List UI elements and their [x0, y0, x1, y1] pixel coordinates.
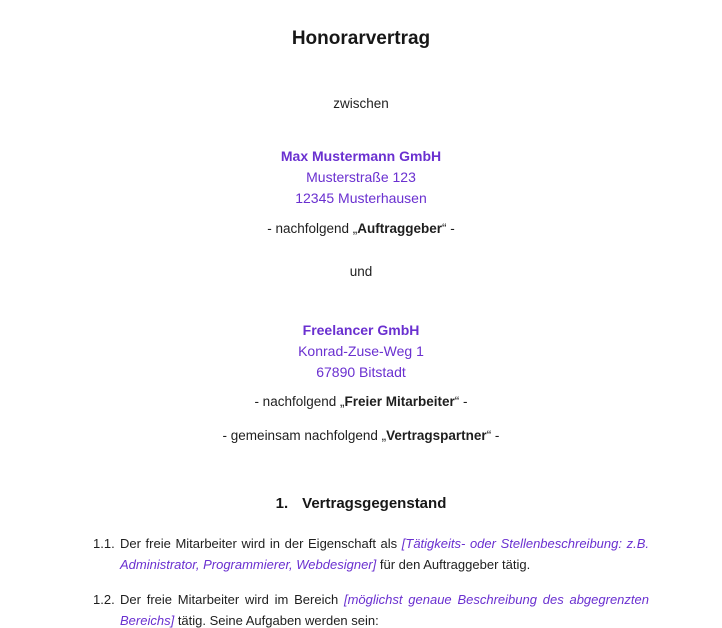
- party1-designation-term: Auftraggeber: [357, 221, 443, 236]
- joint-designation-line: [0, 427, 722, 444]
- joint-designation-term: Vertragspartner: [386, 428, 487, 443]
- party2-address-block: [0, 320, 722, 383]
- clause-1-1-text-after: für den Auftraggeber tätig.: [376, 557, 531, 572]
- party2-designation-line: [0, 393, 722, 410]
- clause-1-2-number: 1.2.: [93, 592, 115, 607]
- clause-1-2-text-after: tätig. Seine Aufgaben werden sein:: [174, 613, 379, 628]
- clause-1-1-number: 1.1.: [93, 536, 115, 551]
- party2-designation-suffix: “ -: [454, 394, 468, 409]
- party1-name: Max Mustermann GmbH: [280, 148, 442, 164]
- section1-number: 1.: [275, 495, 289, 512]
- section1-heading: [0, 494, 722, 513]
- party1-city: 12345 Musterhausen: [295, 190, 427, 206]
- party1-designation-suffix: “ -: [442, 221, 455, 236]
- and-label: und: [349, 264, 373, 279]
- party2-designation-term: Freier Mitarbeiter: [344, 394, 455, 409]
- clause-1-2-placeholder: [möglichst genaue Beschreibung des abgegrenzten Bereichs]: [120, 592, 649, 628]
- party2-city: 67890 Bitstadt: [316, 364, 406, 380]
- party1-designation-line: [0, 220, 722, 237]
- section1-title: Vertragsgegenstand: [302, 495, 447, 512]
- clause-1-2: [93, 589, 649, 628]
- clause-1-1-placeholder: [Tätigkeits- oder Stellenbeschreibung: z.B. Administrator, Programmierer, Webdesigner]: [120, 536, 649, 572]
- clause-1-2-text-before: Der freie Mitarbeiter wird im Bereich: [120, 592, 344, 607]
- clause-1-1: [93, 533, 649, 575]
- party1-designation-prefix: - nachfolgend „: [267, 221, 358, 236]
- joint-designation-prefix: - gemeinsam nachfolgend „: [222, 428, 387, 443]
- joint-designation-suffix: “ -: [486, 428, 500, 443]
- party2-street: Konrad-Zuse-Weg 1: [298, 343, 424, 359]
- clause-1-1-text-before: Der freie Mitarbeiter wird in der Eigenschaft als: [120, 536, 402, 551]
- party2-designation-prefix: - nachfolgend „: [254, 394, 345, 409]
- party2-name: Freelancer GmbH: [302, 322, 420, 338]
- party1-address-block: [0, 146, 722, 209]
- party1-street: Musterstraße 123: [306, 169, 416, 185]
- between-label: zwischen: [333, 96, 389, 111]
- document-title: Honorarvertrag: [291, 28, 431, 49]
